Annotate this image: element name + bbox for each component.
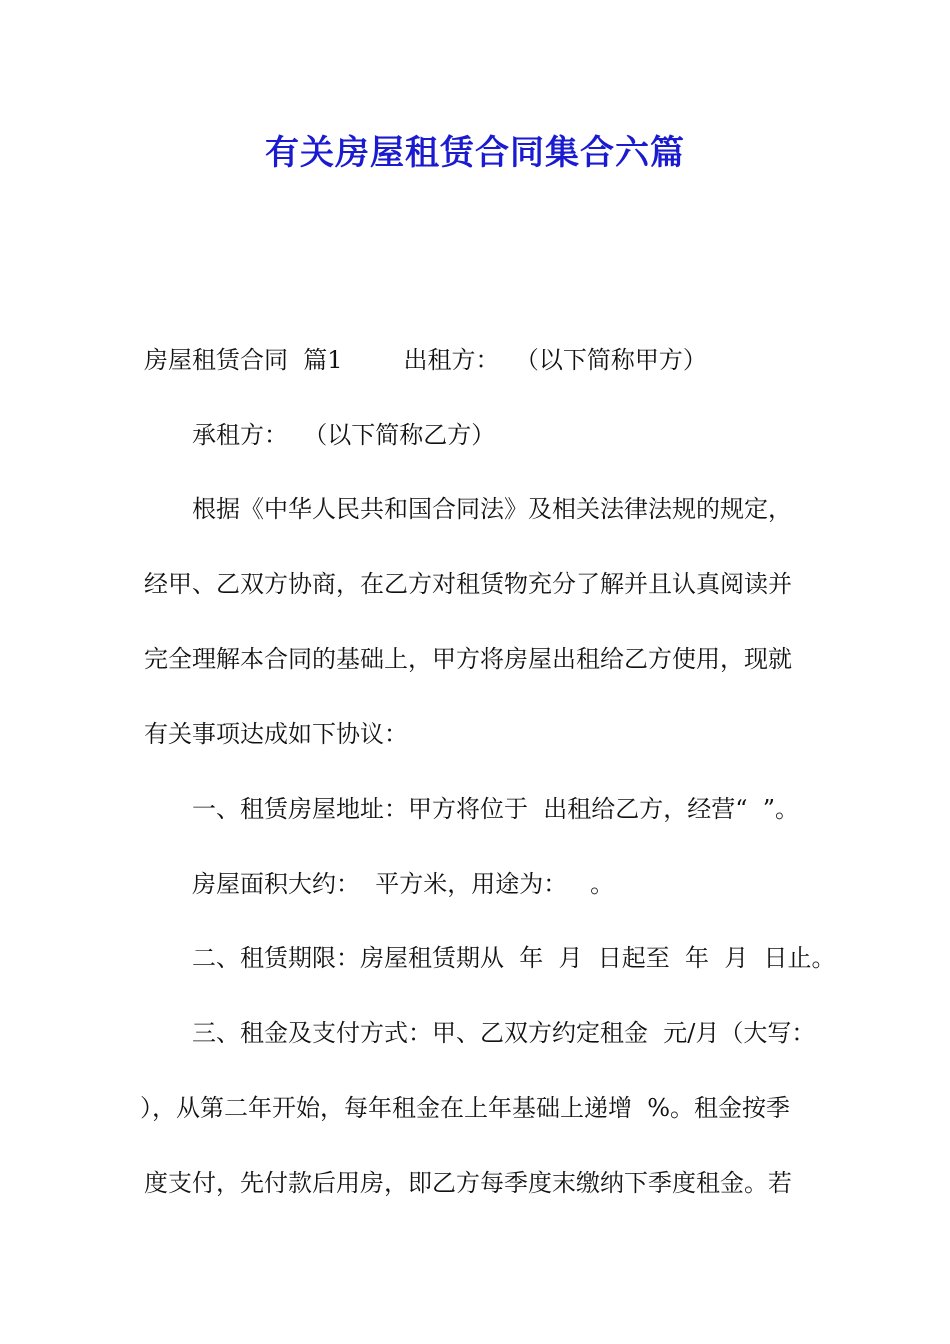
paragraph-line: 房屋面积大约： 平方米，用途为： 。 [192,870,615,898]
paragraph-line: 房屋租赁合同 篇1 出租方： （以下简称甲方） [144,346,707,374]
paragraph-line: 承租方： （以下简称乙方） [192,421,496,449]
paragraph-line: 经甲、乙双方协商，在乙方对租赁物充分了解并且认真阅读并 [144,570,792,598]
paragraph-line: 二、租赁期限：房屋租赁期从 年 月 日起至 年 月 日止。 [192,944,836,972]
document-title: 有关房屋租赁合同集合六篇 [265,133,685,173]
paragraph-line: 一、租赁房屋地址：甲方将位于 出租给乙方，经营“ ”。 [192,795,800,823]
paragraph-line: 度支付，先付款后用房，即乙方每季度末缴纳下季度租金。若 [144,1169,792,1197]
paragraph-line: 有关事项达成如下协议： [144,720,408,748]
paragraph-line: 根据《中华人民共和国合同法》及相关法律法规的规定， [192,495,792,523]
paragraph-line: ），从第二年开始，每年租金在上年基础上递增 %。租金按季 [140,1094,791,1122]
paragraph-line: 三、租金及支付方式：甲、乙双方约定租金 元/月（大写： [192,1019,816,1047]
paragraph-line: 完全理解本合同的基础上，甲方将房屋出租给乙方使用，现就 [144,645,792,673]
